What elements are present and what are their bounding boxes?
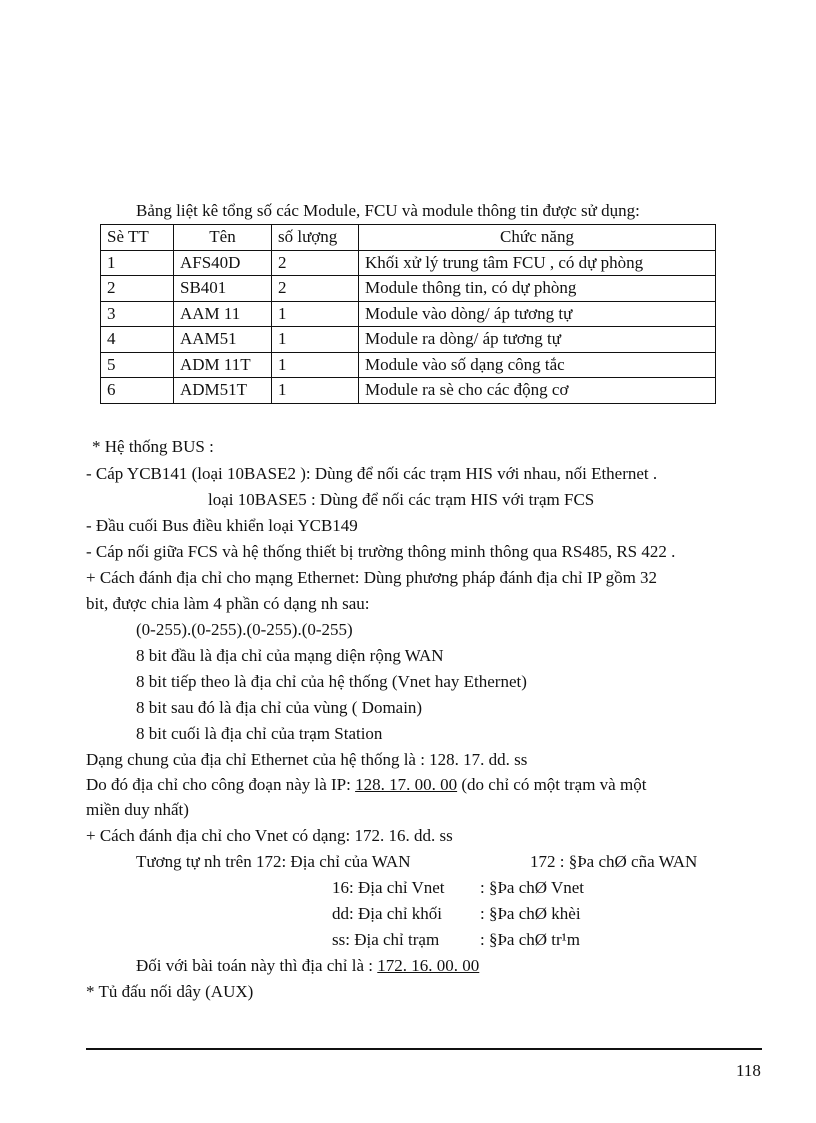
- body-line-text: Do đó địa chỉ cho công đoạn này là IP:: [86, 775, 356, 794]
- body-line: [136, 956, 479, 976]
- cell-function: Module vào số dạng công tắc: [359, 352, 716, 378]
- body-line: [86, 775, 646, 795]
- body-line: 16: Địa chỉ Vnet: [332, 878, 445, 897]
- body-line: miền duy nhất): [86, 800, 189, 819]
- body-line: : §Þa chØ khèi: [480, 904, 581, 923]
- body-line: - Đầu cuối Bus điều khiển loại YCB149: [86, 516, 358, 535]
- header-name: Tên: [174, 225, 272, 251]
- body-line: * Tủ đấu nối dây (AUX): [86, 982, 254, 1001]
- cell-quantity: 1: [272, 301, 359, 327]
- cell-quantity: 1: [272, 378, 359, 404]
- table-row: [101, 301, 716, 327]
- table-row: [101, 327, 716, 353]
- cell-quantity: 1: [272, 352, 359, 378]
- body-line: + Cách đánh địa chỉ cho mạng Ethernet: Dùng phương pháp đánh địa chỉ IP gồm 32: [86, 568, 658, 587]
- cell-function: Module vào dòng/ áp tương tự: [359, 301, 716, 327]
- body-line-text: Đối với bài toán này thì địa chỉ là :: [136, 956, 378, 975]
- body-line: Tương tự nh trên 172: Địa chỉ của WAN: [136, 852, 411, 871]
- cell-name: AFS40D: [174, 250, 272, 276]
- body-line: 8 bit đầu là địa chỉ của mạng diện rộng WAN: [136, 646, 444, 665]
- body-line-text: (do chỉ có một trạm và một: [457, 775, 647, 794]
- body-line: : §Þa chØ Vnet: [480, 878, 585, 897]
- table-row: [101, 352, 716, 378]
- cell-stt: 4: [101, 327, 174, 353]
- page-number: 118: [736, 1061, 761, 1080]
- body-line: bit, được chia làm 4 phần có dạng nh sau:: [86, 594, 370, 613]
- cell-stt: 5: [101, 352, 174, 378]
- body-line: 172 : §Þa chØ cña WAN: [530, 852, 698, 871]
- cell-function: Khối xử lý trung tâm FCU , có dự phòng: [359, 250, 716, 276]
- table-header-row: [101, 225, 716, 251]
- body-line: 8 bit tiếp theo là địa chỉ của hệ thống (Vnet hay Ethernet): [136, 672, 527, 691]
- cell-function: Module thông tin, có dự phòng: [359, 276, 716, 302]
- cell-stt: 3: [101, 301, 174, 327]
- body-line: - Cáp YCB141 (loại 10BASE2 ): Dùng để nối các trạm HIS với nhau, nối Ethernet .: [86, 464, 658, 483]
- bus-system-heading: * Hệ thống BUS :: [92, 437, 214, 456]
- body-line: 8 bit cuối là địa chỉ của trạm Station: [136, 724, 383, 743]
- cell-stt: 6: [101, 378, 174, 404]
- table-row: [101, 276, 716, 302]
- body-line: 8 bit sau đó là địa chỉ của vùng ( Domain): [136, 698, 423, 717]
- cell-quantity: 2: [272, 250, 359, 276]
- module-table: [100, 224, 716, 404]
- cell-name: AAM 11: [174, 301, 272, 327]
- cell-function: Module ra sè cho các động cơ: [359, 378, 716, 404]
- body-line: dd: Địa chỉ khối: [332, 904, 443, 923]
- cell-quantity: 1: [272, 327, 359, 353]
- table-row: [101, 378, 716, 404]
- footer-divider: [86, 1048, 762, 1050]
- cell-quantity: 2: [272, 276, 359, 302]
- body-line: (0-255).(0-255).(0-255).(0-255): [136, 620, 353, 639]
- cell-name: ADM 11T: [174, 352, 272, 378]
- header-stt: Sè TT: [101, 225, 174, 251]
- ethernet-ip-value: 128. 17. 00. 00: [355, 775, 458, 794]
- body-line: : §Þa chØ tr¹m: [480, 930, 580, 949]
- cell-name: ADM51T: [174, 378, 272, 404]
- vnet-address-value: 172. 16. 00. 00: [377, 956, 480, 975]
- cell-stt: 1: [101, 250, 174, 276]
- header-function: Chức năng: [359, 225, 716, 251]
- header-quantity: số lượng: [272, 225, 359, 251]
- body-line: - Cáp nối giữa FCS và hệ thống thiết bị trường thông minh thông qua RS485, RS 422 .: [86, 542, 676, 561]
- body-line: loại 10BASE5 : Dùng để nối các trạm HIS với trạm FCS: [208, 490, 595, 509]
- cell-stt: 2: [101, 276, 174, 302]
- body-line: ss: Địa chỉ trạm: [332, 930, 440, 949]
- table-caption: Bảng liệt kê tổng số các Module, FCU và module thông tin được sử dụng:: [136, 201, 640, 220]
- cell-function: Module ra dòng/ áp tương tự: [359, 327, 716, 353]
- cell-name: SB401: [174, 276, 272, 302]
- body-line: + Cách đánh địa chỉ cho Vnet có dạng: 172. 16. dd. ss: [86, 826, 453, 845]
- body-line: Dạng chung của địa chỉ Ethernet của hệ thống là : 128. 17. dd. ss: [86, 750, 528, 769]
- cell-name: AAM51: [174, 327, 272, 353]
- table-row: [101, 250, 716, 276]
